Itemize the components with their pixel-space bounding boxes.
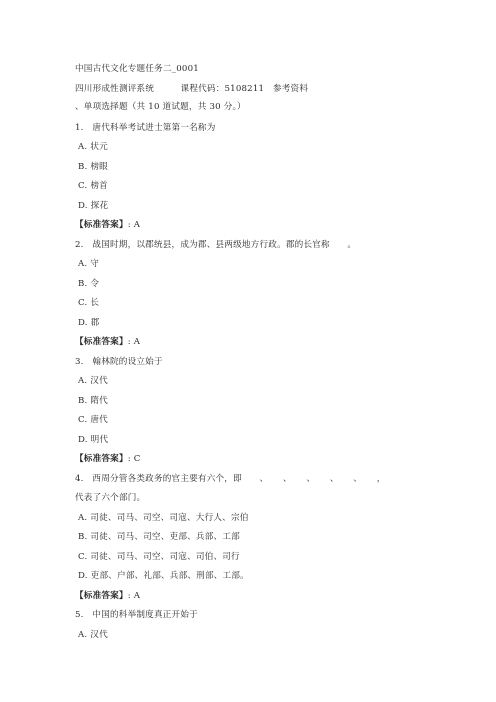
- section-heading: 、单项选择题（共 10 道试题，共 30 分。）: [75, 102, 246, 112]
- answer-label: 【标准答案】: [75, 337, 128, 347]
- question-4-option-c: C. 司徒、司马、司空、司寇、司伯、司行: [78, 552, 240, 562]
- question-2-option-d: D. 郡: [78, 318, 100, 328]
- question-3-option-d: D. 明代: [78, 435, 109, 445]
- question-4-option-d: D. 吏部、户部、礼部、兵部、刑部、工部。: [78, 571, 249, 581]
- answer-label: 【标准答案】: [75, 591, 128, 601]
- question-3-stem: 3. 翰林院的设立始于: [75, 357, 163, 367]
- question-2-option-a: A. 守: [78, 259, 100, 269]
- course-meta: 四川形成性测评系统 课程代码：5108211 参考资料: [75, 84, 309, 94]
- question-1-option-a: A. 状元: [78, 142, 108, 152]
- question-2-stem: 2. 战国时期，以郡统县，成为郡、县两级地方行政。郡的长官称 。: [75, 240, 357, 250]
- question-1-option-b: B. 榜眼: [78, 162, 108, 172]
- answer-value: : A: [127, 337, 141, 347]
- question-3-option-c: C. 唐代: [78, 415, 108, 425]
- question-3-option-b: B. 隋代: [78, 396, 108, 406]
- answer-value: : C: [127, 454, 141, 464]
- question-3-option-a: A. 汉代: [78, 376, 108, 386]
- question-1-answer: [75, 220, 140, 231]
- question-1-option-c: C. 榜首: [78, 181, 108, 191]
- question-5-option-a: A. 汉代: [78, 630, 108, 640]
- question-4-stem-line-1: 4. 西周分管各类政务的官主要有六个，即 、 、 、 、 、 ，: [75, 474, 386, 484]
- answer-value: : A: [127, 591, 141, 601]
- question-4-option-a: A. 司徒、司马、司空、司寇、大行人、宗伯: [78, 513, 249, 523]
- question-4-answer: [75, 591, 140, 602]
- question-4-stem-line-2: 代表了六个部门。: [75, 493, 146, 503]
- question-3-answer: [75, 454, 141, 465]
- question-5-stem: 5. 中国的科举制度真正开始于: [75, 610, 198, 620]
- question-1-stem: 1. 唐代科举考试进士第第一名称为: [75, 123, 216, 133]
- answer-value: : A: [127, 220, 141, 230]
- question-2-option-b: B. 令: [78, 279, 100, 289]
- question-4-option-b: B. 司徒、司马、司空、吏部、兵部、工部: [78, 532, 240, 542]
- answer-label: 【标准答案】: [75, 454, 128, 464]
- document-title: 中国古代文化专题任务二_0001: [75, 64, 199, 74]
- question-2-answer: [75, 337, 140, 348]
- answer-label: 【标准答案】: [75, 220, 128, 230]
- question-2-option-c: C. 长: [78, 298, 100, 308]
- question-1-option-d: D. 探花: [78, 201, 109, 211]
